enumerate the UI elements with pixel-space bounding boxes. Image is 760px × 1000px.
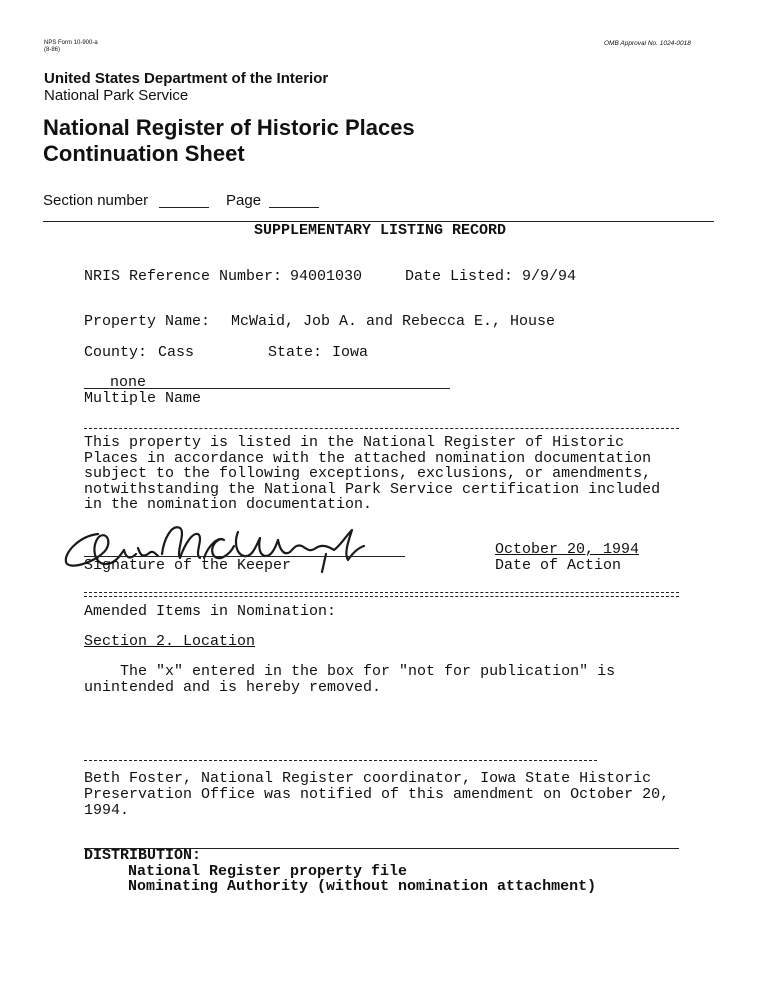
nris-label: NRIS Reference Number: bbox=[84, 268, 283, 285]
page-field bbox=[269, 207, 319, 208]
page-subtitle: Continuation Sheet bbox=[43, 141, 245, 166]
county-label: County: bbox=[84, 344, 148, 361]
statement-line-1: This property is listed in the National Register of Historic bbox=[84, 434, 625, 451]
dashed-divider-1 bbox=[84, 428, 679, 429]
amended-section-title: Section 2. Location bbox=[84, 633, 256, 650]
statement-line-4: notwithstanding the National Park Service certification included bbox=[84, 481, 661, 498]
form-date: (8-86) bbox=[44, 47, 61, 53]
omb-approval: OMB Approval No. 1024-0018 bbox=[604, 40, 691, 47]
state-label: State: bbox=[268, 344, 323, 361]
state-value: Iowa bbox=[332, 344, 369, 361]
distribution-item-2: Nominating Authority (without nomination attachment) bbox=[128, 878, 597, 895]
amendment-line-2: unintended and is hereby removed. bbox=[84, 679, 382, 696]
date-of-action-value: October 20, 1994 bbox=[495, 541, 640, 558]
double-dashed-divider bbox=[84, 592, 679, 597]
amendment-line-1: The "x" entered in the box for "not for publication" is bbox=[84, 663, 616, 680]
statement-line-3: subject to the following exceptions, exclusions, or amendments, bbox=[84, 465, 652, 482]
property-name-label: Property Name: bbox=[84, 313, 211, 330]
notification-line-3: 1994. bbox=[84, 802, 130, 819]
statement-line-5: in the nomination documentation. bbox=[84, 496, 373, 513]
multiple-name-line bbox=[84, 388, 450, 389]
property-name-value: McWaid, Job A. and Rebecca E., House bbox=[231, 313, 556, 330]
dashed-divider-2 bbox=[84, 760, 597, 761]
form-number: NPS Form 10-900-a bbox=[44, 40, 98, 46]
agency-name: National Park Service bbox=[44, 87, 189, 104]
nris-value: 94001030 bbox=[290, 268, 363, 285]
section-number-label: Section number bbox=[43, 192, 149, 209]
multiple-name-label: Multiple Name bbox=[84, 390, 202, 407]
department-name: United States Department of the Interior bbox=[44, 70, 329, 87]
amended-items-heading: Amended Items in Nomination: bbox=[84, 603, 337, 620]
notification-line-2: Preservation Office was notified of this amendment on October 20, bbox=[84, 786, 670, 803]
notification-line-1: Beth Foster, National Register coordinator, Iowa State Historic bbox=[84, 770, 652, 787]
section-number-field bbox=[159, 207, 209, 208]
date-of-action-label: Date of Action bbox=[495, 557, 622, 574]
statement-line-2: Places in accordance with the attached nomination documentation bbox=[84, 450, 652, 467]
date-listed-value: 9/9/94 bbox=[522, 268, 577, 285]
record-heading: SUPPLEMENTARY LISTING RECORD bbox=[254, 222, 507, 239]
distribution-item-1: National Register property file bbox=[128, 863, 408, 880]
page-label: Page bbox=[226, 192, 262, 209]
keeper-signature-label: Signature of the Keeper bbox=[84, 557, 292, 574]
county-value: Cass bbox=[158, 344, 195, 361]
distribution-heading: DISTRIBUTION: bbox=[84, 847, 202, 864]
date-listed-label: Date Listed: bbox=[405, 268, 514, 285]
page-title: National Register of Historic Places bbox=[43, 115, 415, 140]
multiple-name-value: none bbox=[110, 374, 147, 391]
